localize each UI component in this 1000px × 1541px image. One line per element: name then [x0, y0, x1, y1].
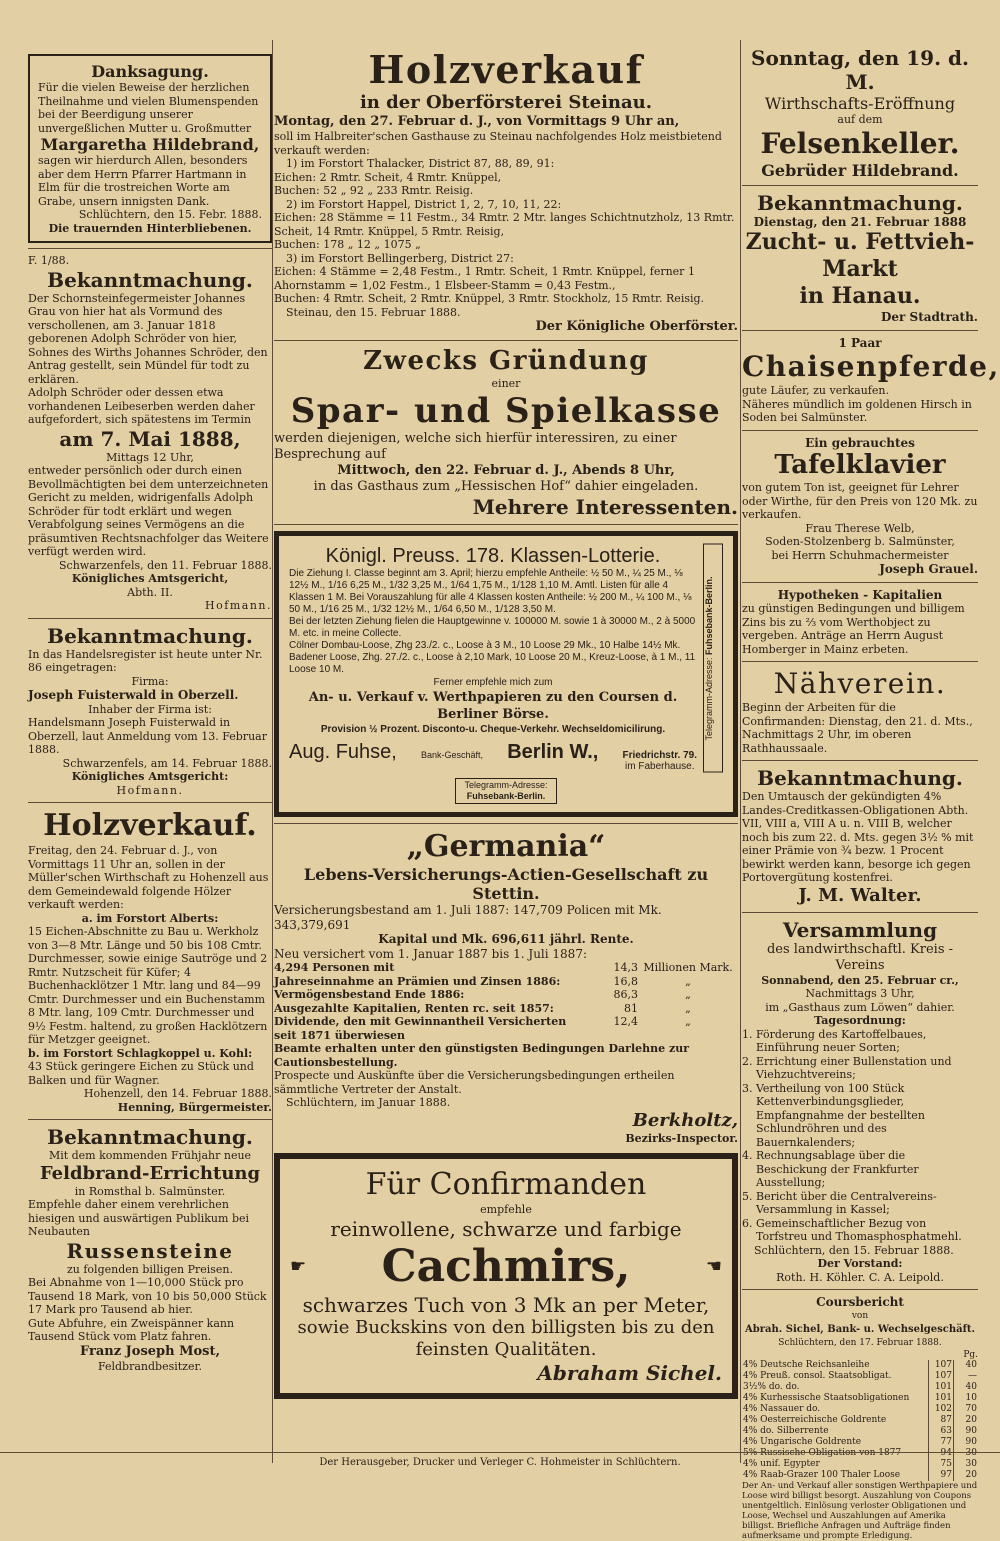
spar-und-spielkasse: [274, 346, 738, 519]
bek-hanau-place: in Hanau.: [799, 283, 921, 309]
lotterie-body3: Cölner Dombau-Loose, Zhg 23./2. c., Loose à 3 M., 10 Loose 29 Mk., 10 Halbe 14½ Mk. Badener Loose, Zhg. 27./2. c., Loose à 2,10 Mark, 10 Loose 20 M., Kreuz-Loose, à 1 M., 11 Loose 10 M.: [289, 639, 696, 675]
pointing-hand-right-icon: ☚: [705, 1256, 722, 1277]
germania-row: [274, 961, 738, 975]
lotterie-firm-type: Bank-Geschäft,: [421, 750, 484, 760]
vers-agenda: [742, 1028, 978, 1244]
germania-beamte: Beamte erhalten unter den günstigsten Bedingungen Darlehne zur Cautionsbestellung.: [274, 1042, 689, 1069]
germania-row-value: 12,4: [613, 1015, 638, 1028]
kurs-cell-a: 107: [929, 1371, 954, 1382]
holz1-line: Buchen: 178 „ 12 „ 1075 „: [274, 238, 421, 251]
kurs-row: [742, 1426, 978, 1437]
vers-agenda-item: 1. Förderung des Kartoffelbaues, Einführung neuer Sorten;: [742, 1027, 927, 1054]
lotterie-headline: An- u. Verkauf v. Werthpapieren zu den Coursen d. Berliner Börse.: [308, 690, 678, 722]
bekanntmachung-schroeder: [28, 254, 272, 613]
danksagung-date: Schlüchtern, den 15. Febr. 1888.: [78, 208, 262, 221]
germania-row-label: Jahreseinnahme an Prämien und Zinsen 1886:: [274, 974, 561, 988]
klavier-pre: Ein gebrauchtes: [805, 435, 915, 450]
germania-row-label: Dividende, den mit Gewinnantheil Versicherten seit 1871 überwiesen: [274, 1015, 567, 1042]
kurs-cell-b: 20: [965, 1415, 977, 1425]
chaise-body2: Näheres mündlich im goldenen Hirsch in Soden bei Salmünster.: [742, 397, 972, 424]
germania-bestand: Versicherungsbestand am 1. Juli 1887: 147,709 Policen mit Mk. 343,379,691: [274, 903, 662, 932]
divider: [742, 661, 978, 662]
bek-hanau-title: Bekanntmachung.: [757, 190, 963, 215]
germania-row-unit: „: [685, 1015, 691, 1028]
holz1-date: Steinau, den 15. Februar 1888.: [286, 305, 461, 319]
divider: [742, 760, 978, 761]
bek3-body4: Gute Abfuhre, ein Zweispänner kann Tausend Stück vom Platz fahren.: [28, 1316, 235, 1343]
kurs-cell-a: 77: [929, 1437, 954, 1448]
column-left: [28, 40, 272, 1373]
imprint-text: Der Herausgeber, Drucker und Verleger C. Hohmeister in Schlüchtern.: [319, 1457, 681, 1468]
divider: [742, 1289, 978, 1290]
lotterie-telegram-side: Fuhsebank-Berlin.: [704, 575, 714, 655]
bek-walter-body: Den Umtausch der gekündigten 4% Landes-Creditkassen-Obligationen Abth. VII, VIII a, VIII A u. n. VIII B, welcher noch bis zum 22. d. Mts. gegen 3½ % mit einer Prämie von ¾ bezw. 1 Procent bewirkt werden kann, besorge ich gegen Portovergütung kostenfrei.: [742, 790, 974, 884]
germania-row: [274, 1002, 738, 1016]
bek2-title: Bekanntmachung.: [47, 623, 253, 648]
kurs-cell-a: 102: [929, 1404, 954, 1415]
holz2-sec-a: a. im Forstort Alberts:: [81, 911, 219, 925]
lotterie-street: Friedrichstr. 79.: [622, 750, 697, 761]
kurs-cell-b: 30: [965, 1459, 977, 1469]
kurs-cell-name: 4% Nassauer do.: [742, 1404, 929, 1415]
bek3-title: Bekanntmachung.: [47, 1125, 253, 1149]
kurs-row: [742, 1404, 978, 1415]
vers-agenda-title: Tagesordnung:: [814, 1014, 906, 1027]
bek2-inhaber-label: Inhaber der Firma ist:: [88, 702, 212, 716]
germania-row: [274, 1015, 738, 1042]
column-middle: [274, 40, 738, 1399]
germania-row: [274, 975, 738, 989]
sonntag-title: Wirthschafts-Eröffnung: [764, 94, 956, 113]
kurs-row: [742, 1437, 978, 1448]
germania-rows: [274, 961, 738, 1042]
holz1-line: Buchen: 52 „ 92 „ 233 Rmtr. Reisig.: [274, 184, 474, 197]
kurs-cell-a: 101: [929, 1382, 954, 1393]
divider: [28, 618, 272, 619]
kurs-cell-b: —: [968, 1371, 977, 1381]
column-rule: [740, 40, 741, 1463]
lotterie-telegram-label: Telegramm-Adresse:: [464, 780, 548, 790]
holz2-body-b: 43 Stück geringere Eichen zu Stück und Balken und für Wagner.: [28, 1060, 254, 1087]
vers-date: Sonnabend, den 25. Februar cr.,: [761, 973, 959, 987]
holzverkauf-hohenzell: [28, 808, 272, 1114]
naehverein-notice: [742, 667, 978, 755]
bek1-mittags: Mittags 12 Uhr,: [106, 450, 194, 464]
kurs-cell-name: 3½% do. do.: [742, 1382, 929, 1393]
spar-headline: Spar- und Spielkasse: [290, 390, 722, 431]
danksagung-body2: sagen wir hierdurch Allen, besonders aber dem Herrn Pfarrer Hartmann in Elm für die trostreichen Worte am Grabe, unsern innigsten Dank.: [38, 154, 248, 208]
kurs-cell-a: 63: [929, 1426, 954, 1437]
lotterie-title: Königl. Preuss. 178. Klassen-Lotterie.: [325, 544, 661, 567]
lotterie-ad: [274, 531, 738, 818]
spar-einer: einer: [491, 377, 521, 390]
klavier-name2: Joseph Grauel.: [879, 562, 978, 576]
bek1-title: Bekanntmachung.: [47, 267, 253, 292]
germania-row-value: 86,3: [613, 988, 638, 1001]
spar-sign: Mehrere Interessenten.: [472, 494, 738, 519]
bek1-termin: am 7. Mai 1888,: [59, 426, 241, 451]
cachmirs-title: Für Confirmanden: [365, 1167, 647, 1202]
danksagung-name: Margaretha Hildebrand,: [40, 135, 260, 154]
bek2-sign: Hofmann.: [116, 783, 184, 797]
cachmirs-headline: Cachmirs,: [381, 1240, 631, 1292]
divider: [742, 185, 978, 186]
danksagung-title: Danksagung.: [91, 62, 209, 81]
kurs-note: Der An- und Verkauf aller sonstigen Werthpapiere und Loose wird billigst besorgt. Auszahlung von Coupons unentgeltlich. Einlösung verloster Obligationen und Loose, Wechsel und Auszahlungen auf Amerika billigst. Briefliche Anfragen und Aufträge finden aufmerksame und prompte Erledigung.: [742, 1481, 978, 1541]
kurs-cell-a: 97: [929, 1470, 954, 1481]
chaisenpferde-ad: [742, 335, 1000, 425]
vers-title: Versammlung: [782, 917, 938, 942]
bek3-body2: Empfehle daher einem verehrlichen hiesigen und auswärtigen Publikum bei Neubauten: [28, 1198, 250, 1238]
kurs-title: Coursbericht: [816, 1295, 904, 1309]
vers-date2: Schlüchtern, den 15. Februar 1888.: [754, 1243, 954, 1257]
lotterie-telegram: Fuhsebank-Berlin.: [466, 791, 546, 801]
bek1-sign: Hofmann.: [205, 599, 272, 612]
kurs-cell-name: 4% Ungarische Goldrente: [742, 1437, 929, 1448]
kurs-row: [742, 1470, 978, 1481]
felsenkeller-ad: [742, 46, 978, 180]
kurs-cell-name: 4% do. Silberrente: [742, 1426, 929, 1437]
kurs-cell-a: 94: [929, 1448, 954, 1459]
germania-row-unit: „: [685, 1001, 691, 1015]
klavier-title: Tafelklavier: [774, 450, 946, 480]
kurs-cell-b: 90: [965, 1426, 977, 1436]
klavier-body: von gutem Ton ist, geeignet für Lehrer oder Wirthe, für den Preis von 120 Mk. zu verkaufen.: [742, 481, 978, 521]
kurs-cell-name: 4% Kurhessische Staatsobligationen: [742, 1393, 929, 1404]
bek2-body: In das Handelsregister ist heute unter Nr. 86 eingetragen:: [28, 647, 263, 674]
cachmirs-line2: reinwollene, schwarze und farbige: [330, 1216, 682, 1241]
kurs-date: Schlüchtern, den 17. Februar 1888.: [778, 1337, 942, 1348]
germania-row-label: Ausgezahlte Kapitalien, Renten rc. seit 1857:: [274, 1001, 554, 1015]
bek3-product: Russensteine: [66, 1238, 234, 1263]
holz2-date: Hohenzell, den 14. Februar 1888.: [83, 1087, 272, 1100]
versammlung-notice: [742, 918, 978, 1285]
imprint-footer: [0, 1452, 1000, 1468]
chaise-body: gute Läufer, zu verkaufen.: [742, 384, 889, 397]
divider: [742, 582, 978, 583]
holz1-line: 3) im Forstort Bellingerberg, District 27:: [286, 251, 514, 265]
divider: [28, 248, 272, 249]
lotterie-telegram-side-label: Telegramm-Adresse:: [704, 656, 714, 740]
kurs-cell-b: 70: [965, 1404, 977, 1414]
germania-row-unit: „: [685, 974, 691, 988]
holz2-body-a: 15 Eichen-Abschnitte zu Bau u. Werkholz von 3—8 Mtr. Länge und 50 bis 108 Cmtr. Durchmesser, sowie einige Sautröge und 2 Rmtr. Nutzscheit für Küfer; 4 Buchenhacklötzer 1 Mtr. lang und 84—99 Cmtr. Durchmesser und ein Buchenstamm 8 Mtr. lang, 109 Cmtr. Durchmesser und 9½ Festm. haltend, zu großen Hacklötzern für Metzger geeignet.: [28, 925, 268, 1046]
bek2-body2: Handelsmann Joseph Fuisterwald in Oberzell, laut Anmeldung vom 13. Februar 1888.: [28, 716, 267, 756]
sonntag-auf: auf dem: [837, 113, 883, 126]
spar-date-line: Mittwoch, den 22. Februar d. J., Abends 8 Uhr,: [337, 462, 675, 478]
tafelklavier-ad: [742, 436, 978, 577]
vers-time: Nachmittags 3 Uhr,: [805, 987, 915, 1000]
holz1-line: Eichen: 4 Stämme = 2,48 Festm., 1 Rmtr. Scheit, 1 Rmtr. Knüppel, ferner 1 Ahornstamm = 1,02 Festm., 1 Elsbeer-Stamm = 0,43 Festm.,: [274, 265, 695, 292]
germania-neu: Neu versichert vom 1. Januar 1887 bis 1. Juli 1887:: [274, 946, 587, 961]
kurs-cell-name: 4% Preuß. consol. Staatsobligat.: [742, 1371, 929, 1382]
divider: [28, 1119, 272, 1120]
divider: [742, 430, 978, 431]
cachmirs-line5: feinsten Qualitäten.: [415, 1338, 597, 1360]
divider: [742, 330, 978, 331]
divider: [274, 340, 738, 341]
germania-row-unit: „: [685, 988, 691, 1001]
germania-prospekte: Prospecte und Auskünfte über die Versicherungsbedingungen ertheilen sämmtliche Vertreter der Anstalt.: [274, 1069, 675, 1096]
kurs-cell-name: 5% Russische Obligation von 1877: [742, 1448, 929, 1459]
germania-row-value: 16,8: [613, 974, 638, 988]
holz1-lines: [274, 157, 738, 306]
bek2-date: Schwarzenfels, am 14. Februar 1888.: [62, 756, 272, 770]
column-right: [742, 40, 1000, 1541]
germania-row: [274, 988, 738, 1002]
kurs-row: [742, 1360, 978, 1371]
divider: [742, 912, 978, 913]
holz1-line: Eichen: 2 Rmtr. Scheit, 4 Rmtr. Knüppel,: [274, 170, 502, 184]
danksagung-sign: Die trauernden Hinterbliebenen.: [48, 221, 252, 235]
kurs-row: [742, 1371, 978, 1382]
bek1-ref: F. 1/88.: [28, 254, 70, 267]
holz1-title: Holzverkauf: [368, 47, 644, 92]
bek3-headline: Feldbrand-Errichtung: [39, 1162, 261, 1184]
germania-row-label: Vermögensbestand Ende 1886:: [274, 988, 465, 1001]
hypo-body: zu günstigen Bedingungen und billigem Zins bis zu ⅔ vom Werthobject zu vergeben. Anträge an Herrn August Homberger in Mainz erbeten.: [742, 602, 965, 656]
bekanntmachung-walter: [742, 766, 978, 907]
kurs-cell-b: 30: [965, 1448, 977, 1458]
kurs-cell-b: 90: [965, 1437, 977, 1447]
klavier-place: Soden-Stolzenberg b. Salmünster,: [765, 535, 955, 548]
hypotheken-ad: [742, 588, 978, 657]
holz1-line: Buchen: 4 Rmtr. Scheit, 2 Rmtr. Knüppel, 3 Rmtr. Stockholz, 15 Rmtr. Reisig.: [274, 292, 705, 305]
kurs-cell-name: 4% unif. Egypter: [742, 1459, 929, 1470]
germania-subtitle: Lebens-Versicherungs-Actien-Gesellschaft zu Stettin.: [303, 865, 709, 903]
germania-date: Schlüchtern, im Januar 1888.: [286, 1096, 451, 1109]
bek1-date: Schwarzenfels, den 11. Februar 1888.: [59, 558, 272, 572]
lotterie-provision: Provision ½ Prozent. Disconto-u. Cheque-Verkehr. Wechseldomicilirung.: [320, 724, 666, 735]
bek1-body: Der Schornsteinfegermeister Johannes Grau von hier hat als Vormund des verschollenen, am 3. Januar 1818 geborenen Adolph Schröder von hier, Sohnes des Wirths Johannes Schröder, den Antrag gestellt, sein Mündel für todt zu erklären.: [28, 291, 268, 386]
holz1-line: 1) im Forstort Thalacker, District 87, 88, 89, 91:: [286, 157, 555, 170]
holz1-line: 2) im Forstort Happel, District 1, 2, 7, 10, 11, 22:: [286, 197, 562, 211]
naeh-body: Beginn der Arbeiten für die Confirmanden: Dienstag, den 21. d. Mts., Nachmittags 2 Uhr, im oberen Rathhaussaale.: [742, 701, 973, 755]
bek1-body2: Adolph Schröder oder dessen etwa vorhandenen Leibeserben werden daher aufgefordert, sich spätestens im Termin: [28, 386, 255, 426]
bek-hanau-headline: Zucht- u. Fettvieh-Markt: [745, 229, 975, 282]
bek2-court: Königliches Amtsgericht:: [71, 770, 229, 783]
bekanntmachung-handelsregister: [28, 624, 272, 798]
divider: [274, 524, 738, 525]
holzverkauf-steinau: [274, 48, 738, 335]
germania-sign2: Bezirks-Inspector.: [625, 1131, 738, 1145]
kurs-cell-name: 4% Deutsche Reichsanleihe: [742, 1360, 929, 1371]
hypo-title: Hypotheken - Kapitalien: [777, 587, 943, 602]
kurs-cell-a: 107: [929, 1360, 954, 1371]
bekanntmachung-feldbrand: [28, 1125, 272, 1373]
kurs-col-head: Pg.: [963, 1350, 978, 1360]
bek-hanau-sign: Der Stadtrath.: [880, 310, 978, 324]
sonntag-name: Felsenkeller.: [760, 126, 960, 160]
lotterie-firm: Aug. Fuhse,: [289, 741, 397, 763]
kurs-row: [742, 1415, 978, 1426]
bek1-abth: Abth. II.: [127, 585, 173, 599]
holz2-sign: Henning, Bürgermeister.: [117, 1100, 272, 1114]
lotterie-firm-row: [289, 740, 697, 772]
kurs-cell-b: 40: [965, 1382, 977, 1392]
lotterie-ferner: Ferner empfehle mich zum: [433, 676, 553, 688]
kurs-cell-a: 101: [929, 1393, 954, 1404]
naeh-title: Nähverein.: [773, 667, 947, 700]
kurs-cell-b: 20: [965, 1470, 977, 1480]
bek3-sign2: Feldbrandbesitzer.: [97, 1359, 203, 1373]
vers-agenda-item: 5. Bericht über die Centralvereins-Versammlung in Kassel;: [742, 1189, 937, 1216]
germania-title: „Germania“: [406, 829, 606, 864]
lotterie-body: Die Ziehung I. Classe beginnt am 3. April; hierzu empfehle Antheile: ½ 50 M., ¼ 25 M., ⅛ 12½ M., 1/16 6,25 M., 1/32 3,25 M., 1/64 1,75 M., 1/128 1,10 M. Amtl. Listen für alle 4 Klassen 1 M. Bei Vorauszahlung für alle 4 Klassen kosten Antheile: ½ 200 M., ¼ 100 M., ⅛ 50 M., 1/16 25 M., 1/32 12½ M., 1/64 6,50 M., 1/128 3,50 M.: [289, 567, 692, 615]
cachmirs-line3: schwarzes Tuch von 3 Mk an per Meter,: [302, 1292, 710, 1317]
divider: [28, 802, 272, 803]
bek-hanau-date: Dienstag, den 21. Februar 1888: [753, 214, 967, 229]
vers-names: Roth. H. Köhler. C. A. Leipold.: [776, 1270, 944, 1284]
vers-agenda-item: 6. Gemeinschaftlicher Bezug von Torfstreu und Thomasphosphatmehl.: [742, 1216, 962, 1243]
bek3-body3: zu folgenden billigen Preisen.: [66, 1262, 234, 1276]
vers-agenda-item: 2. Errichtung einer Bullenstation und Viehzuchtvereins;: [742, 1054, 952, 1081]
kurs-cell-name: 4% Oesterreichische Goldrente: [742, 1415, 929, 1426]
chaise-pre: 1 Paar: [838, 335, 882, 350]
kurs-cell-a: 87: [929, 1415, 954, 1426]
germania-row-unit: Millionen Mark.: [643, 961, 733, 974]
lotterie-city: Berlin W.,: [507, 741, 599, 763]
kurs-cell-b: 10: [965, 1393, 977, 1403]
chaise-title: Chaisenpferde,: [742, 350, 1000, 383]
danksagung-notice: [28, 54, 272, 243]
vers-agenda-item: 4. Rechnungsablage über die Beschickung der Frankfurter Ausstellung;: [742, 1149, 919, 1189]
holz1-date-line: Montag, den 27. Februar d. J., von Vormittags 9 Uhr an,: [274, 114, 680, 129]
lotterie-body2: Bei der letzten Ziehung fielen die Hauptgewinne v. 100000 M. sowie 1 à 30000 M., 2 à 5000 M. etc. in meine Collecte.: [289, 615, 696, 639]
bek3-body: Mit dem kommenden Frühjahr neue: [48, 1149, 252, 1162]
bek1-court: Königliches Amtsgericht,: [71, 572, 229, 585]
holz1-subtitle: in der Oberförsterei Steinau.: [359, 92, 653, 113]
bek3-sign: Franz Joseph Most,: [79, 1343, 221, 1359]
vers-agenda-item: 3. Vertheilung von 100 Stück Kettenverbindungsglieder, Empfangnahme der bestellten Schlundröhren und des Bauernkalenders;: [742, 1081, 925, 1149]
vers-subtitle: des landwirthschaftl. Kreis - Vereins: [766, 941, 954, 973]
cachmirs-sign: Abraham Sichel.: [537, 1360, 722, 1385]
germania-sign: Berkholtz,: [632, 1109, 738, 1131]
spar-body: werden diejenigen, welche sich hierfür interessiren, zu einer Besprechung auf: [274, 430, 677, 462]
sonntag-date: Sonntag, den 19. d. M.: [751, 46, 969, 94]
holz2-body: Freitag, den 24. Februar d. J., von Vormittags 11 Uhr an, sollen in der Müller'schen Wirthschaft zu Hohenzell aus dem Gemeindewald folgende Hölzer verkauft werden:: [28, 844, 269, 911]
divider: [274, 823, 738, 824]
bek2-firma: Joseph Fuisterwald in Oberzell.: [28, 688, 239, 702]
bek3-place: in Romsthal b. Salmünster.: [74, 1184, 226, 1198]
coursbericht: [742, 1295, 978, 1541]
pointing-hand-left-icon: ☛: [290, 1256, 307, 1277]
sonntag-owner: Gebrüder Hildebrand.: [761, 160, 959, 180]
danksagung-body: Für die vielen Beweise der herzlichen Theilnahme und vielen Blumenspenden bei der Beerdigung unserer unvergeßlichen Mutter u. Großmutter: [38, 81, 259, 135]
spar-body2: in das Gasthaus zum „Hessischen Hof“ dahier eingeladen.: [313, 478, 699, 494]
holz2-sec-b: b. im Forstort Schlagkoppel u. Kohl:: [28, 1046, 253, 1060]
cachmirs-ad: [274, 1153, 738, 1399]
germania-row-value: 14,3: [613, 961, 638, 974]
kurs-row: [742, 1382, 978, 1393]
vers-vorstand: Der Vorstand:: [817, 1257, 903, 1270]
kurs-cell-b: 40: [965, 1360, 977, 1370]
kurs-row: [742, 1393, 978, 1404]
germania-ad: [274, 829, 738, 1145]
bek2-firma-label: Firma:: [131, 674, 169, 688]
kurs-cell-name: 4% Raab-Grazer 100 Thaler Loose: [742, 1470, 929, 1481]
germania-row-value: 81: [624, 1001, 638, 1015]
cachmirs-empfehle: empfehle: [480, 1203, 532, 1216]
bek-walter-title: Bekanntmachung.: [757, 766, 963, 790]
bek3-price: Bei Abnahme von 1—10,000 Stück pro Tausend 18 Mark, von 10 bis 50,000 Stück 17 Mark pro Tausend ab hier.: [28, 1276, 267, 1316]
kurs-von: von: [851, 1310, 869, 1321]
spar-title: Zwecks Gründung: [363, 346, 649, 376]
vers-place: im „Gasthaus zum Löwen“ dahier.: [765, 1000, 955, 1014]
klavier-bei: bei Herrn Schuhmachermeister: [771, 548, 949, 562]
holz2-title: Holzverkauf.: [43, 808, 257, 843]
viehmarkt-notice: [742, 191, 978, 325]
column-rule: [272, 40, 273, 1463]
holz1-body: soll im Halbreiter'schen Gasthause zu Steinau nachfolgendes Holz meistbietend verkauft werden:: [274, 130, 722, 157]
cachmirs-line4: sowie Buckskins von den billigsten bis zu den: [297, 1316, 715, 1338]
germania-kapital: Kapital und Mk. 696,611 jährl. Rente.: [378, 932, 634, 946]
lotterie-house: im Faberhause.: [625, 761, 695, 772]
holz1-line: Eichen: 28 Stämme = 11 Festm., 34 Rmtr. 2 Mtr. langes Schichtnutzholz, 13 Rmtr. Scheit, 14 Rmtr. Knüppel, 5 Rmtr. Reisig,: [274, 211, 735, 238]
bek1-body3: entweder persönlich oder durch einen Bevollmächtigten bei dem unterzeichneten Gericht zu melden, widrigenfalls Adolph Schröder für todt erklärt und wegen Verabfolgung seines Vermögens an die präsumtiven Rechtsnachfolger das Weitere verfügt werden wird.: [28, 464, 269, 558]
germania-row-label: 4,294 Personen mit: [274, 961, 395, 974]
holz1-sign: Der Königliche Oberförster.: [535, 319, 738, 334]
klavier-name: Frau Therese Welb,: [805, 521, 915, 535]
kurs-cell-a: 75: [929, 1459, 954, 1470]
kurs-firm: Abrah. Sichel, Bank- u. Wechselgeschäft.: [745, 1324, 975, 1335]
bek-walter-sign: J. M. Walter.: [798, 884, 922, 906]
